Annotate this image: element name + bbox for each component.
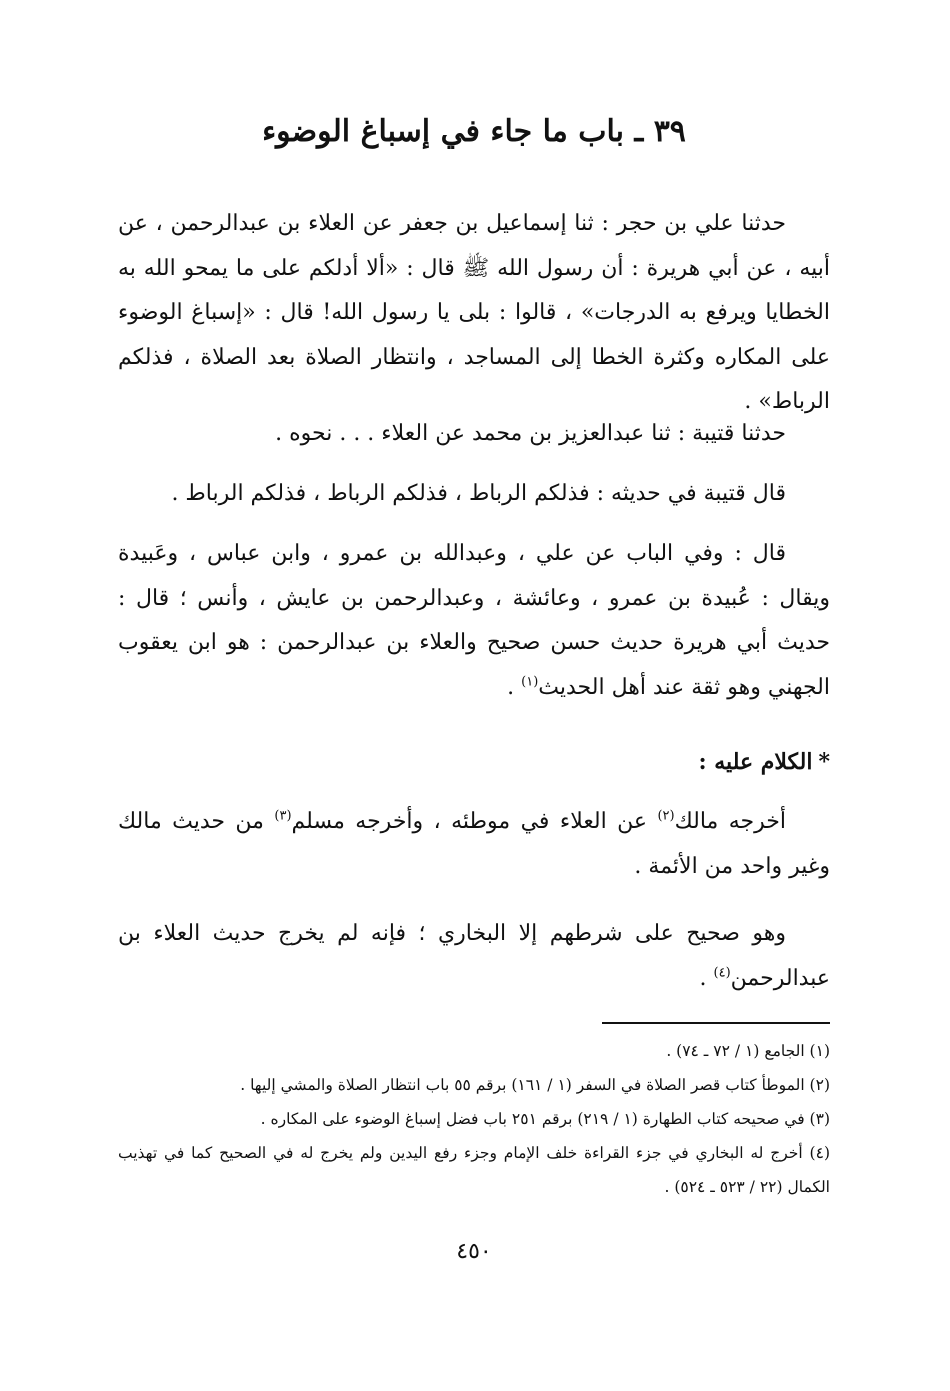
footnote-2: (٢) الموطأ كتاب قصر الصلاة في السفر (١ / ١٦١) برقم ٥٥ باب انتظار الصلاة والمشي إليها . [240,1076,830,1094]
page-number: ٤٥٠ [456,1239,492,1264]
qutayba-paragraph: قال قتيبة في حديثه : فذلكم الرباط ، فذلكم الرباط ، فذلكم الرباط . [171,481,786,506]
footnote-ref-1: (١) [521,674,539,690]
footnote-4: (٤) أخرج له البخاري في جزء القراءة خلف الإمام وجزء رفع اليدين ولم يخرج له في الصحيح كما في تهذيب الكمال (٢٢ / ٥٢٣ ـ ٥٢٤) . [118,1144,830,1196]
commentary-heading [118,740,830,784]
footnote-ref-3: (٣) [274,808,292,824]
footnote-divider [602,1022,830,1024]
commentary-text: وهو صحيح على شرطهم إلا البخاري ؛ فإنه لم يخرج حديث العلاء بن عبدالرحمن [118,921,830,991]
tirmidhi-comment-text: قال : وفي الباب عن علي ، وعبدالله بن عمرو ، وابن عباس ، وعَبيدة ويقال : عُبيدة بن عمرو ، وعائشة ، وعبدالرحمن بن عايش ، وأنس ؛ قال : حديث أبي هريرة حديث حسن صحيح والعلاء بن عبدالرحمن : هو ابن يعقوب الجهني وهو ثقة عند أهل الحديث [118,541,830,700]
paragraph-end: . [507,674,522,700]
footnotes [118,1034,830,1204]
footnote-ref-2: (٢) [657,808,675,824]
chain-paragraph: حدثنا قتيبة : ثنا عبدالعزيز بن محمد عن العلاء . . . نحوه . [275,421,786,446]
commentary-text: عن العلاء في موطئه ، وأخرجه مسلم [291,809,658,834]
hadith-paragraph: حدثنا علي بن حجر : ثنا إسماعيل بن جعفر عن العلاء بن عبدالرحمن ، عن أبيه ، عن أبي هريرة : أن رسول الله ﷺ قال : «ألا أدلكم على ما يمحو الله به الخطايا ويرفع به الدرجات» ، قالوا : بلى يا رسول الله! قال : «إسباغ الوضوء على المكاره وكثرة الخطا إلى المساجد ، وانتظار الصلاة بعد الصلاة ، فذلكم الرباط» . [118,211,830,414]
commentary-paragraph-2 [118,912,830,1001]
commentary-heading-text: الكلام عليه : [698,749,813,775]
tirmidhi-comment-paragraph [118,532,830,710]
commentary-text: من حديث مالك وغير واحد من الأئمة . [118,809,830,879]
commentary-text: أخرجه مالك [674,809,786,834]
commentary-text: . [699,965,714,991]
star-icon: * [818,749,830,775]
book-page [118,0,830,1391]
commentary-paragraph-1 [118,800,830,889]
footnote-3: (٣) في صحيحه كتاب الطهارة (١ / ٢١٩) برقم ٢٥١ باب فضل إسباغ الوضوء على المكاره . [260,1110,830,1128]
chapter-title: ٣٩ ـ باب ما جاء في إسباغ الوضوء [262,114,686,149]
footnote-1: (١) الجامع (١ / ٧٢ ـ ٧٤) . [666,1042,830,1060]
footnote-ref-4: (٤) [713,965,731,981]
